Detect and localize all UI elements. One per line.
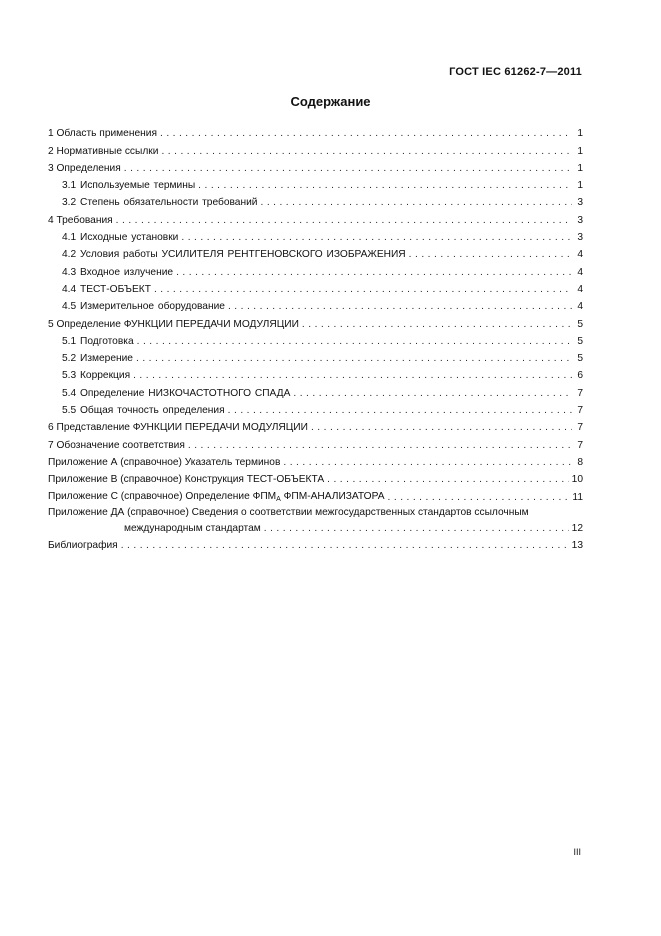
toc-entry-title: 3 Определения (48, 162, 121, 174)
table-of-contents (48, 122, 583, 551)
toc-entry[interactable] (48, 534, 583, 551)
toc-leader (228, 301, 572, 312)
toc-subentry[interactable] (48, 226, 583, 243)
toc-page-number: 7 (577, 387, 583, 399)
toc-leader (181, 232, 572, 243)
toc-entry-title: 4.4 ТЕСТ-ОБЪЕКТ (62, 283, 151, 295)
toc-leader (121, 540, 569, 551)
toc-entry[interactable] (48, 433, 583, 450)
toc-page-number: 3 (577, 197, 583, 209)
toc-page-number: 1 (577, 180, 583, 192)
toc-entry-title-prefix: Приложение С (справочное) Определение ФПМ (48, 490, 277, 502)
toc-page-number: 12 (571, 522, 583, 534)
toc-subentry[interactable] (48, 191, 583, 208)
toc-entry-title: 4.1 Исходные установки (62, 232, 179, 244)
toc-page-number: 6 (577, 370, 583, 382)
toc-page-number: 4 (577, 301, 583, 313)
toc-entry-title: Приложение А (справочное) Указатель терминов (48, 456, 281, 468)
toc-entry-title: 4 Требования (48, 214, 113, 226)
toc-leader (176, 267, 572, 278)
toc-subentry[interactable] (48, 260, 583, 277)
toc-leader (154, 284, 572, 295)
toc-page-number: 7 (577, 422, 583, 434)
toc-entry-title: 4.5 Измерительное оборудование (62, 301, 225, 313)
toc-leader (283, 457, 572, 468)
toc-leader (409, 249, 572, 260)
toc-entry-title (48, 491, 385, 503)
toc-page-number: 1 (577, 145, 583, 157)
toc-leader (188, 440, 572, 451)
toc-page-number: 1 (577, 128, 583, 140)
toc-entry[interactable] (48, 157, 583, 174)
toc-entry-title: Приложение ДА (справочное) Сведения о соответствии межгосударственных стандартов ссылочным (48, 506, 529, 518)
toc-leader (228, 405, 572, 416)
toc-entry-title: 5.1 Подготовка (62, 335, 134, 347)
toc-entry[interactable] (48, 468, 583, 485)
toc-entry-title: Библиография (48, 539, 118, 551)
toc-page-number: 7 (577, 439, 583, 451)
toc-leader (311, 422, 572, 433)
toc-page-number: 8 (577, 456, 583, 468)
toc-leader (198, 180, 572, 191)
toc-entry-title: 5.3 Коррекция (62, 370, 131, 382)
toc-leader (161, 146, 572, 157)
toc-entry-title: 5 Определение ФУНКЦИИ ПЕРЕДАЧИ МОДУЛЯЦИИ (48, 318, 299, 330)
toc-page-number: 11 (572, 491, 583, 503)
toc-page-number: 3 (577, 214, 583, 226)
toc-entry[interactable] (48, 312, 583, 329)
toc-leader (388, 492, 570, 503)
toc-page-number: 5 (577, 335, 583, 347)
toc-leader (136, 353, 572, 364)
toc-entry[interactable] (48, 139, 583, 156)
toc-entry-title: 3.2 Степень обязательности требований (62, 197, 258, 209)
toc-leader (293, 388, 572, 399)
toc-leader (160, 128, 572, 139)
toc-entry-title: 1 Область применения (48, 128, 157, 140)
toc-leader (264, 523, 569, 534)
toc-leader (260, 197, 572, 208)
toc-entry-title: 5.4 Определение НИЗКОЧАСТОТНОГО СПАДА (62, 387, 291, 399)
page-title: Содержание (290, 94, 371, 109)
toc-leader (137, 336, 572, 347)
toc-leader (302, 319, 572, 330)
toc-entry[interactable] (48, 503, 583, 518)
toc-entry[interactable] (48, 122, 583, 139)
toc-entry-title: 5.5 Общая точность определения (62, 405, 225, 417)
toc-entry-title: 3.1 Используемые термины (62, 180, 196, 192)
toc-leader (133, 370, 572, 381)
toc-entry[interactable] (48, 208, 583, 225)
toc-page-number: 5 (577, 318, 583, 330)
toc-page-number: 3 (577, 232, 583, 244)
toc-entry-title-continuation: международным стандартам (124, 522, 261, 534)
toc-page-number: 4 (577, 283, 583, 295)
toc-entry-title: 6 Представление ФУНКЦИИ ПЕРЕДАЧИ МОДУЛЯЦИИ (48, 422, 308, 434)
toc-page-number: 10 (571, 474, 583, 486)
toc-page-number: 7 (577, 405, 583, 417)
toc-page-number: 5 (577, 353, 583, 365)
toc-page-number: 1 (577, 162, 583, 174)
toc-subentry[interactable] (48, 399, 583, 416)
toc-subentry[interactable] (48, 278, 583, 295)
toc-entry-continuation[interactable] (48, 518, 583, 534)
toc-leader (124, 163, 572, 174)
toc-entry-title: 2 Нормативные ссылки (48, 145, 159, 157)
toc-entry-title: 4.2 Условия работы УСИЛИТЕЛЯ РЕНТГЕНОВСКОГО ИЗОБРАЖЕНИЯ (62, 249, 406, 261)
toc-subentry[interactable] (48, 330, 583, 347)
toc-subentry[interactable] (48, 243, 583, 260)
toc-leader (116, 215, 572, 226)
toc-entry-title: 7 Обозначение соответствия (48, 439, 185, 451)
toc-entry-title: 4.3 Входное излучение (62, 266, 174, 278)
toc-leader (327, 474, 569, 485)
toc-subentry[interactable] (48, 295, 583, 312)
toc-subentry[interactable] (48, 364, 583, 381)
toc-subentry[interactable] (48, 347, 583, 364)
toc-entry[interactable] (48, 416, 583, 433)
standard-designation: ГОСТ IEC 61262-7—2011 (449, 66, 582, 78)
page-number: III (573, 847, 581, 857)
toc-entry[interactable] (48, 451, 583, 468)
toc-entry-title-suffix: ФПМ-АНАЛИЗАТОРА (280, 490, 385, 502)
toc-entry-title: 5.2 Измерение (62, 353, 133, 365)
toc-entry-title: Приложение В (справочное) Конструкция ТЕСТ-ОБЪЕКТА (48, 474, 325, 486)
toc-page-number: 4 (577, 249, 583, 261)
toc-entry[interactable] (48, 485, 583, 502)
toc-entry-subscript: А (276, 495, 281, 503)
toc-subentry[interactable] (48, 174, 583, 191)
toc-page-number: 4 (577, 266, 583, 278)
toc-page-number: 13 (571, 539, 583, 551)
toc-subentry[interactable] (48, 381, 583, 398)
